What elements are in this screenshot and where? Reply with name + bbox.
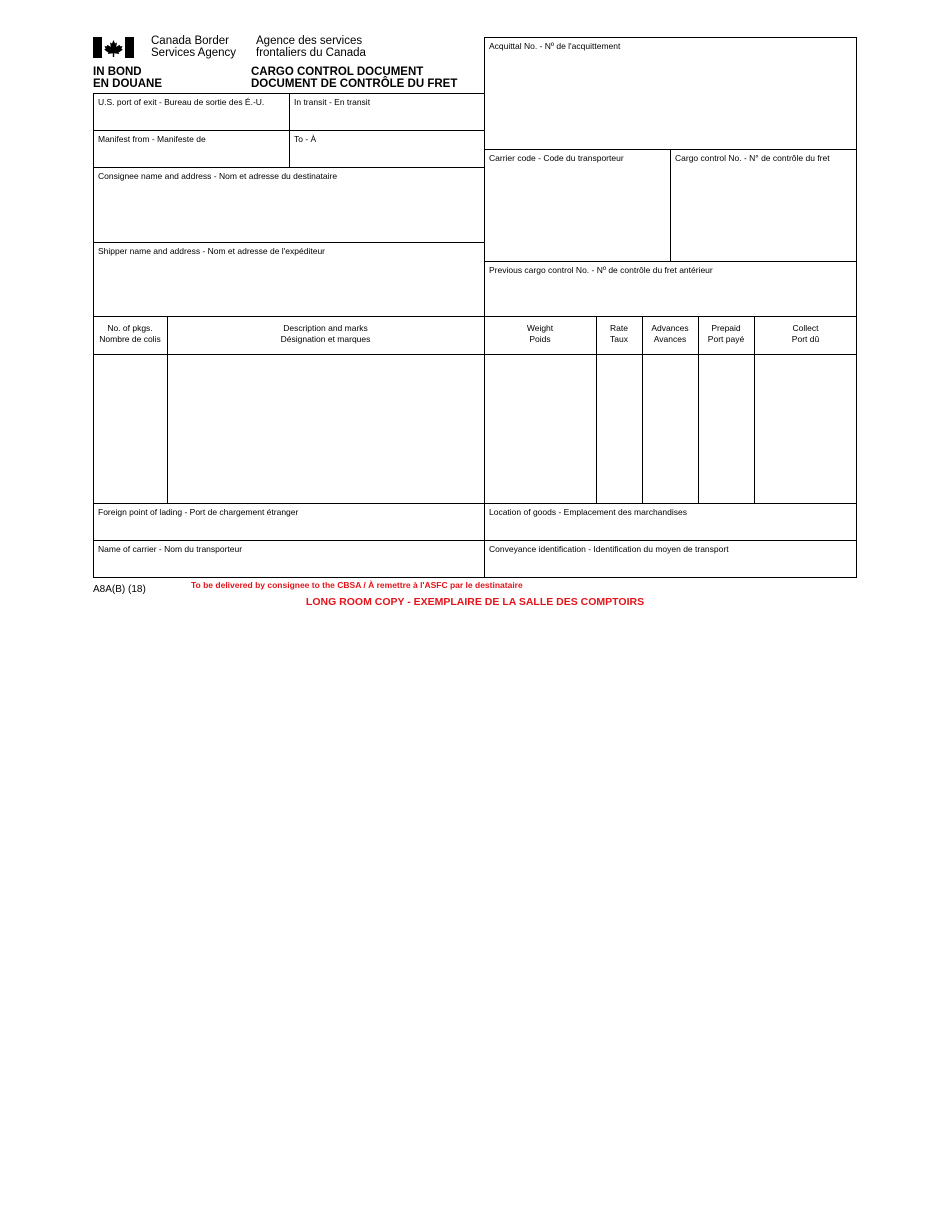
document-title-fr: DOCUMENT DE CONTRÔLE DU FRET (251, 78, 458, 90)
cargo-control-number-field[interactable] (670, 149, 857, 262)
maple-leaf-icon (93, 37, 134, 58)
column-header-rate-fr: Taux (610, 334, 628, 344)
column-header-collect-fr: Port dû (791, 334, 820, 344)
us-port-exit-field[interactable] (93, 93, 290, 131)
manifest-from-field[interactable] (93, 130, 290, 168)
previous-cargo-control-label: Previous cargo control No. - Nº de contrôle du fret antérieur (489, 265, 713, 275)
cargo-control-number-label: Cargo control No. - N° de contrôle du fret (675, 153, 830, 163)
location-of-goods-field[interactable] (484, 503, 857, 541)
prepaid-cell[interactable] (699, 355, 754, 503)
column-header-prepaid-en: Prepaid (711, 323, 741, 333)
foreign-lading-field[interactable] (93, 503, 485, 541)
previous-cargo-control-field[interactable] (484, 261, 857, 317)
conveyance-id-field[interactable] (484, 540, 857, 578)
column-header-advances-en: Advances (651, 323, 689, 333)
column-header-packages (93, 323, 167, 345)
collect-cell[interactable] (755, 355, 856, 503)
description-cell[interactable] (168, 355, 484, 503)
location-of-goods-label: Location of goods - Emplacement des marchandises (489, 507, 687, 517)
to-label: To - À (294, 134, 317, 144)
carrier-code-label: Carrier code - Code du transporteur (489, 153, 624, 163)
column-header-collect-en: Collect (792, 323, 819, 333)
carrier-name-label: Name of carrier - Nom du transporteur (98, 544, 243, 554)
agency-name-fr-line2: frontaliers du Canada (256, 47, 366, 59)
column-header-advances-fr: Avances (653, 334, 687, 344)
consignee-label: Consignee name and address - Nom et adresse du destinataire (98, 171, 338, 181)
column-header-description (167, 323, 484, 345)
acquittal-label: Acquittal No. - Nº de l'acquittement (489, 41, 621, 51)
column-header-prepaid-fr: Port payé (707, 334, 745, 344)
column-header-packages-fr: Nombre de colis (99, 334, 161, 344)
packages-cell[interactable] (94, 355, 167, 503)
to-field[interactable] (289, 130, 485, 168)
canada-flag-logo (93, 37, 134, 58)
carrier-name-field[interactable] (93, 540, 485, 578)
in-bond-label: IN BOND (93, 66, 142, 78)
delivery-instructions: To be delivered by consignee to the CBSA / À remettre à l'ASFC par le destinataire (191, 580, 523, 590)
weight-cell[interactable] (485, 355, 596, 503)
column-header-advances (642, 323, 698, 345)
column-header-packages-en: No. of pkgs. (107, 323, 153, 333)
en-douane-label: EN DOUANE (93, 78, 163, 90)
column-header-rate-en: Rate (610, 323, 628, 333)
document-title-en: CARGO CONTROL DOCUMENT (251, 66, 424, 78)
rate-cell[interactable] (597, 355, 642, 503)
column-header-collect (754, 323, 857, 345)
advances-cell[interactable] (643, 355, 698, 503)
us-port-exit-label: U.S. port of exit - Bureau de sortie des É.-U. (98, 97, 265, 107)
column-header-weight (484, 323, 596, 345)
form-code: A8A(B) (18) (93, 584, 146, 595)
column-header-weight-en: Weight (526, 323, 554, 333)
agency-name-fr-line1: Agence des services (256, 35, 363, 47)
column-header-rate (596, 323, 642, 345)
shipper-field[interactable] (93, 242, 485, 317)
carrier-code-field[interactable] (484, 149, 671, 262)
acquittal-field[interactable] (484, 37, 857, 150)
foreign-lading-label: Foreign point of lading - Port de chargement étranger (98, 507, 299, 517)
manifest-from-label: Manifest from - Manifeste de (98, 134, 206, 144)
column-header-prepaid (698, 323, 754, 345)
in-transit-field[interactable] (289, 93, 485, 131)
shipper-label: Shipper name and address - Nom et adresse de l'expéditeur (98, 246, 326, 256)
consignee-field[interactable] (93, 167, 485, 243)
column-header-description-fr: Désignation et marques (280, 334, 371, 344)
column-header-weight-fr: Poids (529, 334, 551, 344)
agency-name-en-line2: Services Agency (151, 47, 237, 59)
in-transit-label: In transit - En transit (294, 97, 371, 107)
agency-name-en-line1: Canada Border (151, 35, 229, 47)
copy-label: LONG ROOM COPY - EXEMPLAIRE DE LA SALLE DES COMPTOIRS (305, 596, 645, 608)
column-header-description-en: Description and marks (283, 323, 368, 333)
conveyance-id-label: Conveyance identification - Identification du moyen de transport (489, 544, 729, 554)
